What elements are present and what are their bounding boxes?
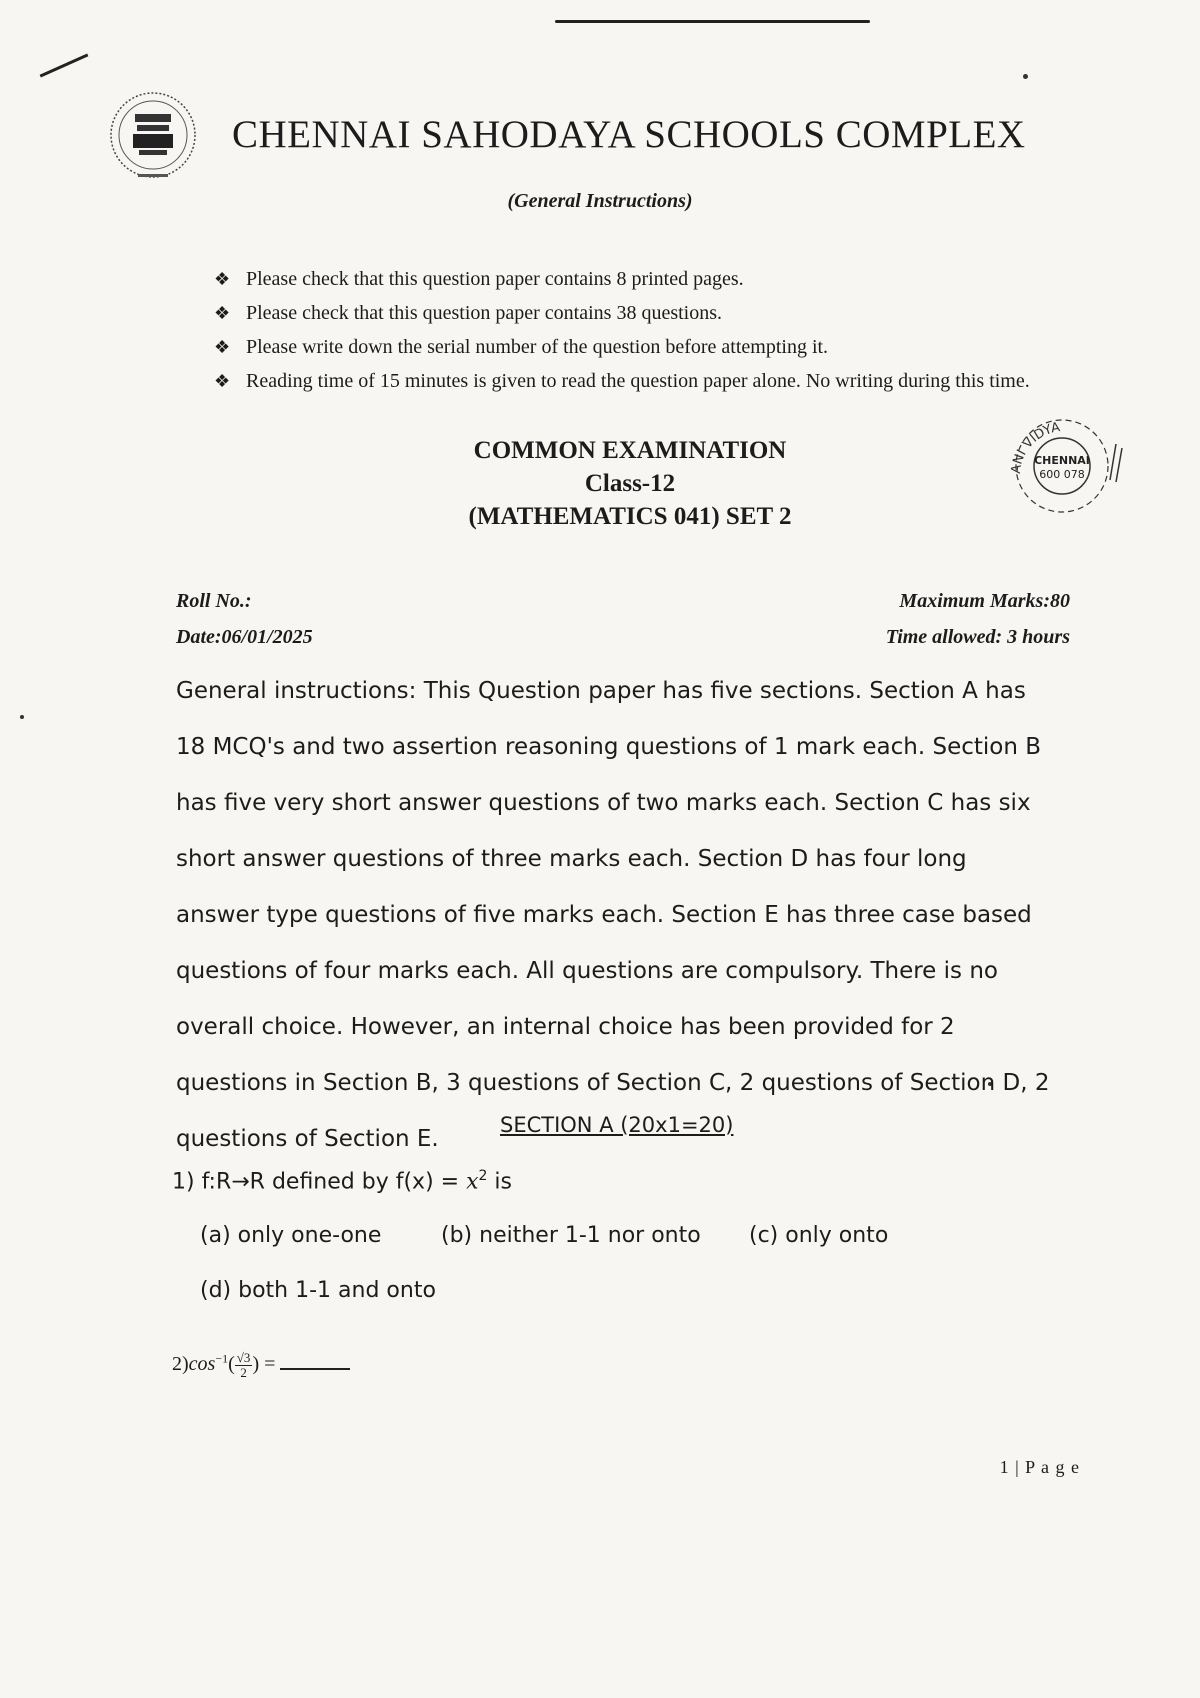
exam-date: Date:06/01/2025 xyxy=(176,626,313,648)
instruction-item xyxy=(214,330,1084,364)
question-2-prefix: 2) xyxy=(172,1353,189,1375)
school-name: CHENNAI SAHODAYA SCHOOLS COMPLEX xyxy=(232,113,1026,156)
exam-name: COMMON EXAMINATION xyxy=(473,437,787,464)
question-1-option-c: (c) only onto xyxy=(749,1223,889,1248)
instruction-item xyxy=(214,364,1084,398)
diamond-bullet-icon: ❖ xyxy=(214,303,231,323)
answer-blank[interactable] xyxy=(280,1350,350,1370)
instruction-item xyxy=(214,296,1084,330)
diamond-bullet-icon: ❖ xyxy=(214,269,231,289)
arrow-symbol: → xyxy=(231,1169,250,1195)
fraction-numerator: √3 xyxy=(236,1349,251,1365)
instruction-text: Please check that this question paper contains 38 questions. xyxy=(246,302,723,324)
maximum-marks: Maximum Marks:80 xyxy=(899,590,1070,612)
fraction-denominator: 2 xyxy=(240,1364,247,1380)
question-1-option-d: (d) both 1-1 and onto xyxy=(200,1278,436,1303)
question-1-middle: R defined by f(x) = xyxy=(249,1169,467,1195)
scan-speck xyxy=(20,715,24,719)
instruction-item xyxy=(214,262,1084,296)
school-logo xyxy=(108,90,198,180)
exam-class: Class-12 xyxy=(584,470,676,497)
question-2-exponent: −1 xyxy=(215,1351,229,1366)
exam-subject: (MATHEMATICS 041) SET 2 xyxy=(468,503,792,530)
question-2-fraction xyxy=(235,1351,253,1380)
question-2-function: cos xyxy=(188,1353,216,1375)
instruction-text: Please write down the serial number of the question before attempting it. xyxy=(246,336,829,358)
roll-number-label: Roll No.: xyxy=(176,590,252,612)
time-allowed: Time allowed: 3 hours xyxy=(885,626,1070,648)
question-1-option-a: (a) only one-one xyxy=(200,1223,382,1248)
question-1-prefix: 1) f:R xyxy=(172,1169,232,1195)
top-rule xyxy=(555,20,870,23)
question-1 xyxy=(172,1168,512,1194)
pen-mark xyxy=(40,54,89,78)
svg-text:ANI VIDYA: ANI VIDYA xyxy=(1008,420,1062,475)
question-1-suffix: is xyxy=(487,1169,512,1195)
instruction-list xyxy=(214,262,1084,398)
general-instructions-paragraph: General instructions: This Question paper has five sections. Section A has 18 MCQ's and two assertion reasoning questions of 1 mark each. Section B has five very short answer questions of two marks each. Section C has six short answer questions of three marks each. Section D has four long answer type questions of five marks each. Section E has three case based questions of four marks each. All questions are compulsory. There is no overall choice. However, an internal choice has been provided for 2 questions in Section B, 3 questions of Section C, 2 questions of Section D, 2 questions of Section E. xyxy=(176,678,1050,1152)
page-number: 1 | P a g e xyxy=(999,1457,1080,1477)
svg-text:600 078: 600 078 xyxy=(1039,468,1085,481)
question-1-exponent: 2 xyxy=(478,1168,488,1184)
school-stamp xyxy=(998,404,1128,516)
scan-speck xyxy=(1023,74,1028,79)
question-1-variable: x xyxy=(466,1169,479,1195)
general-instructions-heading: (General Instructions) xyxy=(507,190,693,212)
question-2: $2)\cos^{-1}$( $\frac{√3}{2}$ ) = xyxy=(172,1350,350,1380)
diamond-bullet-icon: ❖ xyxy=(214,371,231,391)
svg-text:CHENNAI: CHENNAI xyxy=(1034,454,1090,467)
diamond-bullet-icon: ❖ xyxy=(214,337,231,357)
question-2-suffix: = xyxy=(259,1353,276,1375)
instruction-text: Reading time of 15 minutes is given to read the question paper alone. No writing during this time. xyxy=(246,370,1030,392)
question-1-option-b: (b) neither 1-1 nor onto xyxy=(441,1223,701,1248)
instruction-text: Please check that this question paper contains 8 printed pages. xyxy=(246,268,744,290)
section-a-heading: SECTION A (20x1=20) xyxy=(500,1113,734,1137)
